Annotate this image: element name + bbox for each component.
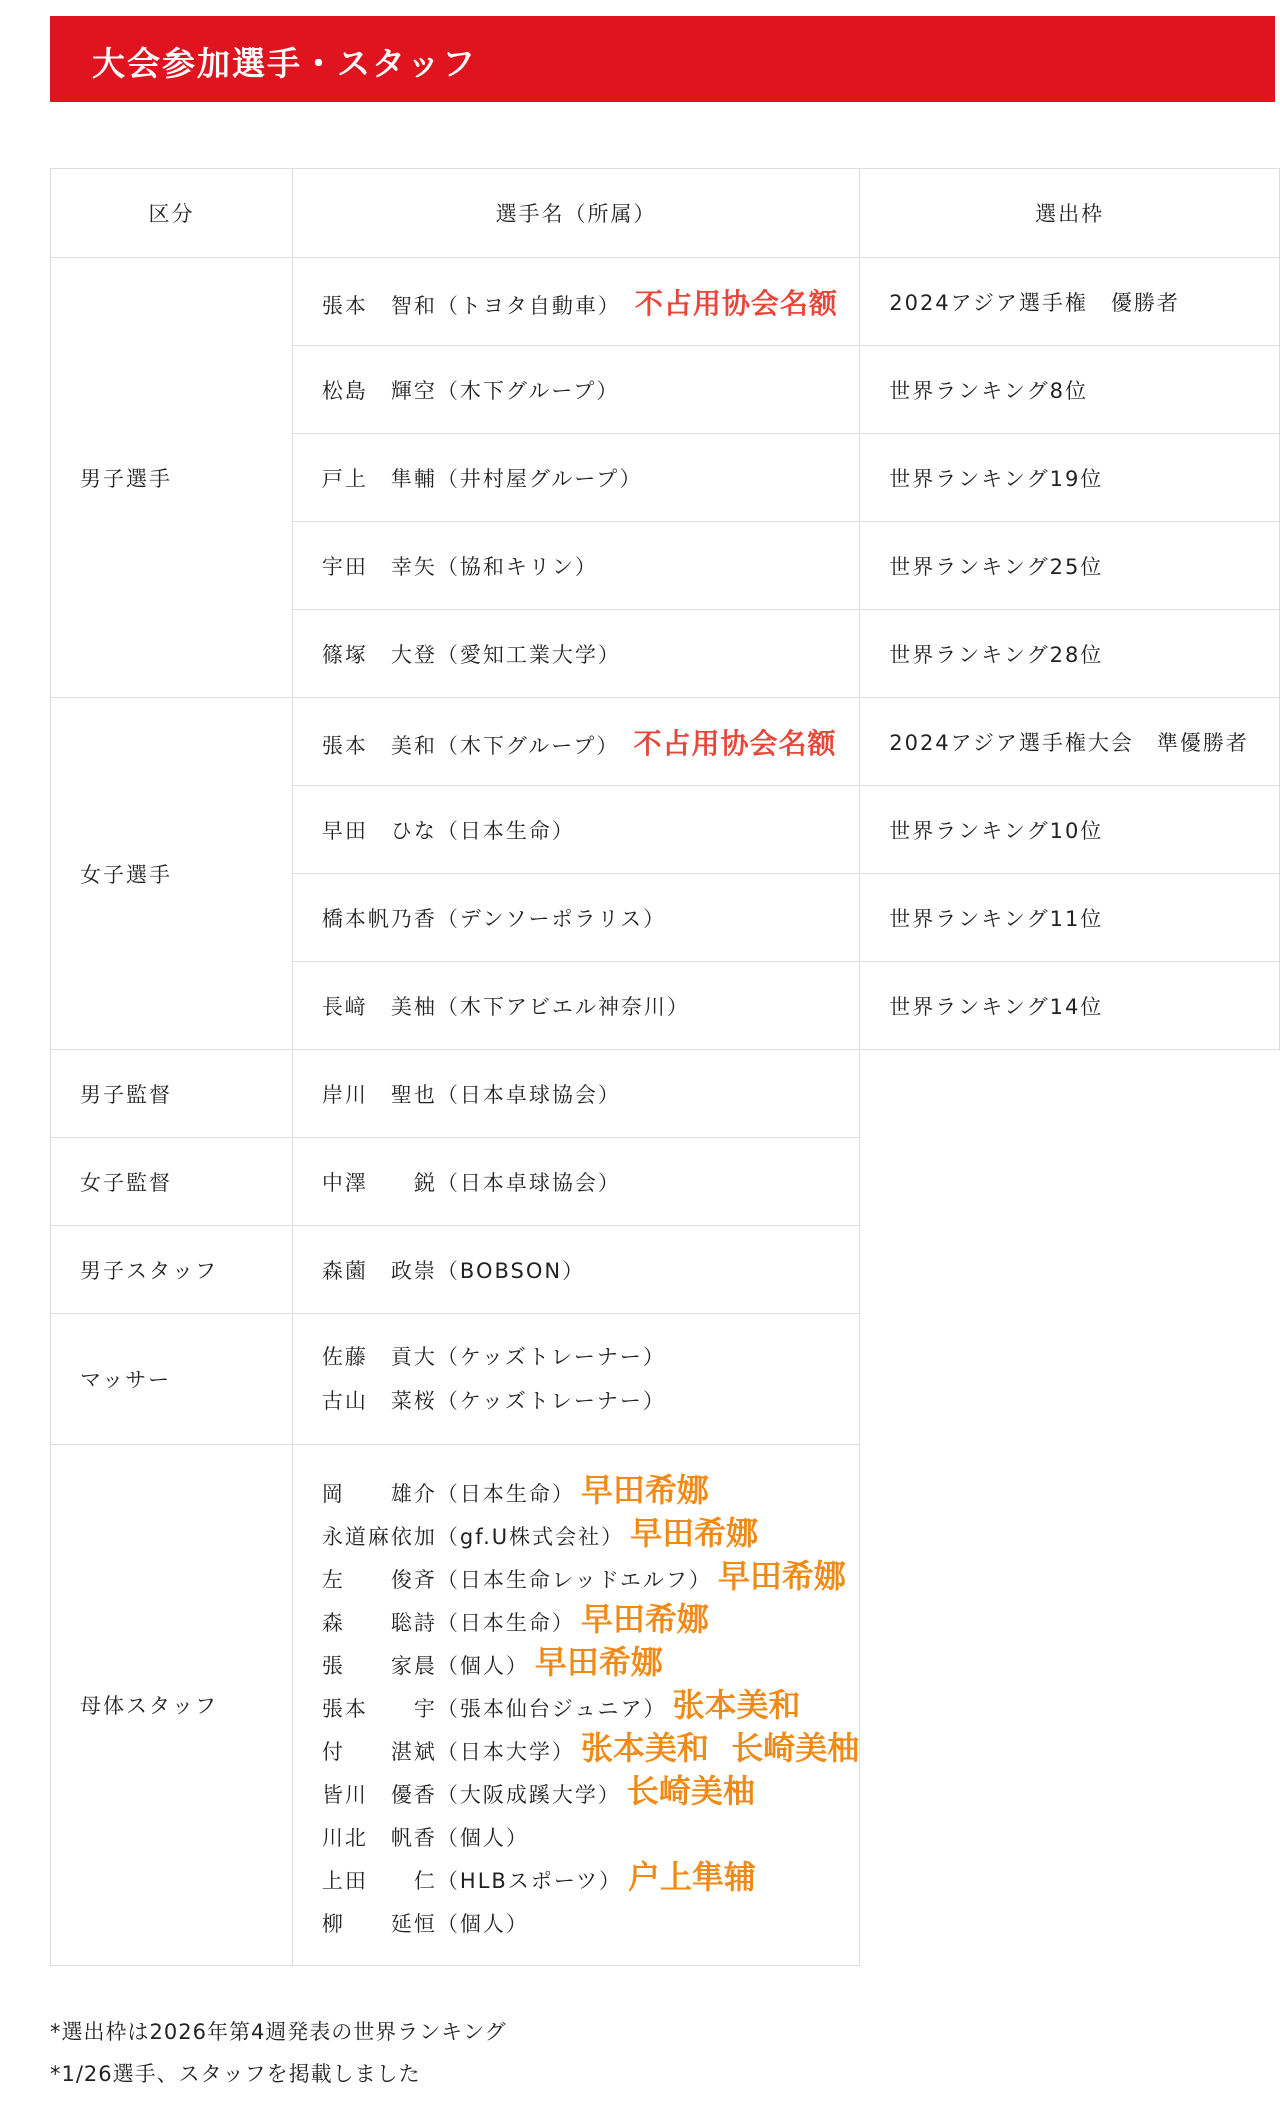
selection-cell: 世界ランキング11位 bbox=[860, 874, 1280, 962]
category-men-staff: 男子スタッフ bbox=[51, 1226, 293, 1314]
page-title: 大会参加選手・スタッフ bbox=[92, 44, 477, 83]
annotation-note: 张本美和 长崎美柚 bbox=[580, 1728, 860, 1767]
coach-name: 中澤 鋭（日本卓球協会） bbox=[292, 1138, 859, 1226]
selection-cell: 2024アジア選手権 優勝者 bbox=[860, 258, 1280, 346]
annotation-note: 早田希娜 bbox=[534, 1642, 663, 1681]
selection-cell: 2024アジア選手権大会 準優勝者 bbox=[860, 698, 1280, 786]
selection-cell: 世界ランキング14位 bbox=[860, 962, 1280, 1050]
masseur-name: 古山 菜桜（ケッズトレーナー） bbox=[321, 1389, 666, 1413]
staff-name: 付 湛斌（日本大学） bbox=[321, 1739, 575, 1764]
player-name: 張本 美和（木下グループ） bbox=[321, 733, 620, 758]
annotation-note: 早田希娜 bbox=[717, 1556, 846, 1595]
table-row bbox=[51, 1050, 1280, 1138]
player-name: 張本 智和（トヨタ自動車） bbox=[321, 293, 621, 318]
staff-entry bbox=[322, 1598, 859, 1641]
masseur-name: 佐藤 貢大（ケッズトレーナー） bbox=[321, 1345, 666, 1369]
annotation-note: 不占用协会名额 bbox=[633, 726, 837, 760]
coach-name: 岸川 聖也（日本卓球協会） bbox=[292, 1050, 859, 1138]
player-name: 宇田 幸矢（協和キリン） bbox=[292, 522, 859, 610]
table-row bbox=[51, 258, 1280, 346]
player-name-cell bbox=[292, 258, 859, 346]
staff-name: 柳 延恒（個人） bbox=[321, 1911, 529, 1936]
staff-name: 張 家晨（個人） bbox=[321, 1653, 529, 1678]
staff-entry bbox=[322, 1727, 859, 1770]
selection-cell: 世界ランキング28位 bbox=[860, 610, 1280, 698]
staff-name: 森 聡詩（日本生命） bbox=[321, 1610, 575, 1635]
annotation-note: 早田希娜 bbox=[630, 1513, 759, 1552]
masseur-cell bbox=[292, 1314, 859, 1445]
staff-name: 岡 雄介（日本生命） bbox=[321, 1481, 575, 1506]
footnote: *1/26選手、スタッフを掲載しました bbox=[50, 2062, 421, 2086]
annotation-note: 户上隼辅 bbox=[627, 1857, 756, 1896]
category-women-coach: 女子監督 bbox=[51, 1138, 293, 1226]
staff-entry bbox=[322, 1641, 859, 1684]
staff-entry bbox=[322, 1555, 859, 1598]
column-header-name: 選手名（所属） bbox=[292, 169, 859, 258]
staff-entry bbox=[322, 1899, 859, 1942]
annotation-note: 不占用协会名额 bbox=[634, 286, 838, 320]
staff-name: 川北 帆香（個人） bbox=[321, 1825, 529, 1850]
staff-name: 上田 仁（HLBスポーツ） bbox=[321, 1868, 622, 1893]
player-name: 篠塚 大登（愛知工業大学） bbox=[292, 610, 859, 698]
table-row bbox=[51, 698, 1280, 786]
annotation-note: 张本美和 bbox=[672, 1685, 801, 1724]
player-name: 橋本帆乃香（デンソーポラリス） bbox=[292, 874, 859, 962]
staff-name: 張本 宇（張本仙台ジュニア） bbox=[321, 1696, 667, 1721]
header-bar bbox=[50, 16, 1275, 102]
player-name-cell bbox=[292, 698, 859, 786]
staff-name: 左 俊斉（日本生命レッドエルフ） bbox=[321, 1567, 712, 1592]
staff-name: 永道麻依加（gf.U株式会社） bbox=[321, 1524, 625, 1549]
annotation-note: 早田希娜 bbox=[580, 1470, 709, 1509]
annotation-note: 早田希娜 bbox=[580, 1599, 709, 1638]
category-men-players: 男子選手 bbox=[51, 258, 293, 698]
column-header-category: 区分 bbox=[51, 169, 293, 258]
annotation-note: 长崎美柚 bbox=[626, 1771, 755, 1810]
player-name: 長﨑 美柚（木下アビエル神奈川） bbox=[292, 962, 859, 1050]
category-women-players: 女子選手 bbox=[51, 698, 293, 1050]
selection-cell: 世界ランキング10位 bbox=[860, 786, 1280, 874]
staff-name: 皆川 優香（大阪成蹊大学） bbox=[321, 1782, 621, 1807]
staff-entry bbox=[322, 1770, 859, 1813]
staff-entry bbox=[322, 1813, 859, 1856]
staff-entry bbox=[322, 1684, 859, 1727]
category-parent-staff: 母体スタッフ bbox=[51, 1445, 293, 1966]
player-name: 松島 輝空（木下グループ） bbox=[292, 346, 859, 434]
roster-table bbox=[50, 168, 1280, 1966]
staff-entry bbox=[322, 1469, 859, 1512]
player-name: 戸上 隼輔（井村屋グループ） bbox=[292, 434, 859, 522]
staff-entry bbox=[322, 1512, 859, 1555]
selection-cell: 世界ランキング25位 bbox=[860, 522, 1280, 610]
selection-cell: 世界ランキング19位 bbox=[860, 434, 1280, 522]
parent-staff-cell bbox=[292, 1445, 859, 1966]
staff-entry bbox=[322, 1856, 859, 1899]
staff-name: 森薗 政崇（BOBSON） bbox=[292, 1226, 859, 1314]
player-name: 早田 ひな（日本生命） bbox=[292, 786, 859, 874]
selection-cell: 世界ランキング8位 bbox=[860, 346, 1280, 434]
footnote: *選出枠は2026年第4週発表の世界ランキング bbox=[50, 2020, 507, 2044]
empty-cell bbox=[860, 1050, 1280, 1966]
table-header-row bbox=[51, 169, 1280, 258]
category-masseur: マッサー bbox=[51, 1314, 293, 1445]
column-header-selection: 選出枠 bbox=[860, 169, 1280, 258]
category-men-coach: 男子監督 bbox=[51, 1050, 293, 1138]
